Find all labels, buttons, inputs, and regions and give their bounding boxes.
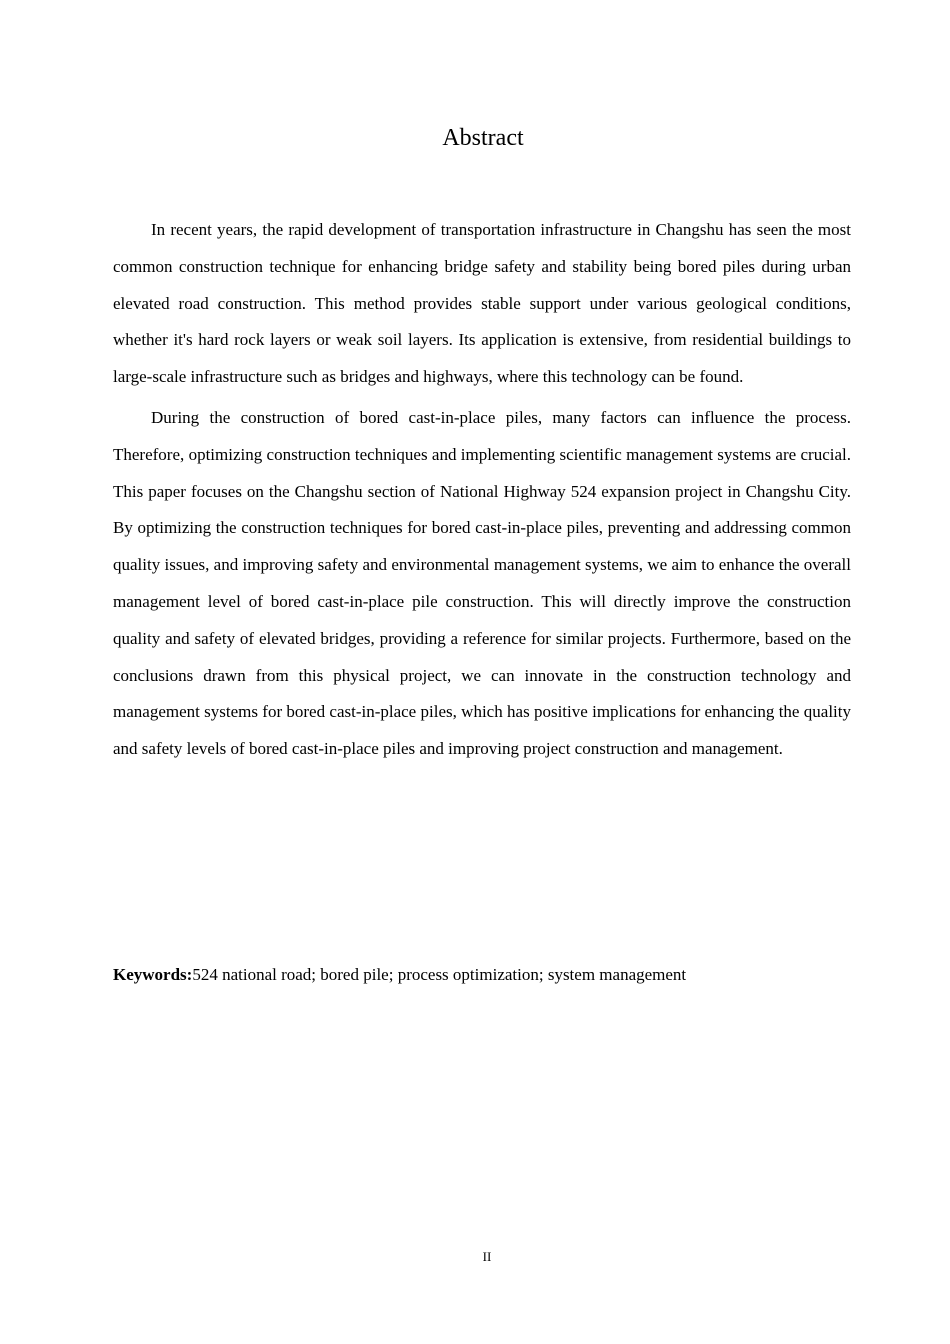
abstract-paragraph: In recent years, the rapid development of transportation infrastructure in Changshu has seen the most common construction technique for enhancing bridge safety and stability being bored piles during urban elevated road construction. This method provides stable support under various geological conditions, whether it's hard rock layers or weak soil layers. Its application is extensive, from residential buildings to large-scale infrastructure such as bridges and highways, where this technology can be found. <box>113 220 851 387</box>
keywords-line <box>113 957 851 993</box>
abstract-paragraph: During the construction of bored cast-in-place piles, many factors can influence the process. Therefore, optimizing construction techniques and implementing scientific management systems are crucial. This paper focuses on the Changshu section of National Highway 524 expansion project in Changshu City. By optimizing the construction techniques for bored cast-in-place piles, preventing and addressing common quality issues, and improving safety and environmental management systems, we aim to enhance the overall management level of bored cast-in-place pile construction. This will directly improve the construction quality and safety of elevated bridges, providing a reference for similar projects. Furthermore, based on the conclusions drawn from this physical project, we can innovate in the construction technology and management systems for bored cast-in-place piles, which has positive implications for enhancing the quality and safety levels of bored cast-in-place piles and improving project construction and management. <box>113 407 851 759</box>
keywords-label: Keywords: <box>113 965 193 984</box>
abstract-body <box>113 212 851 768</box>
page-number: II <box>482 1249 492 1264</box>
page-title: Abstract <box>442 125 524 151</box>
keywords-text: 524 national road; bored pile; process optimization; system management <box>192 965 687 984</box>
